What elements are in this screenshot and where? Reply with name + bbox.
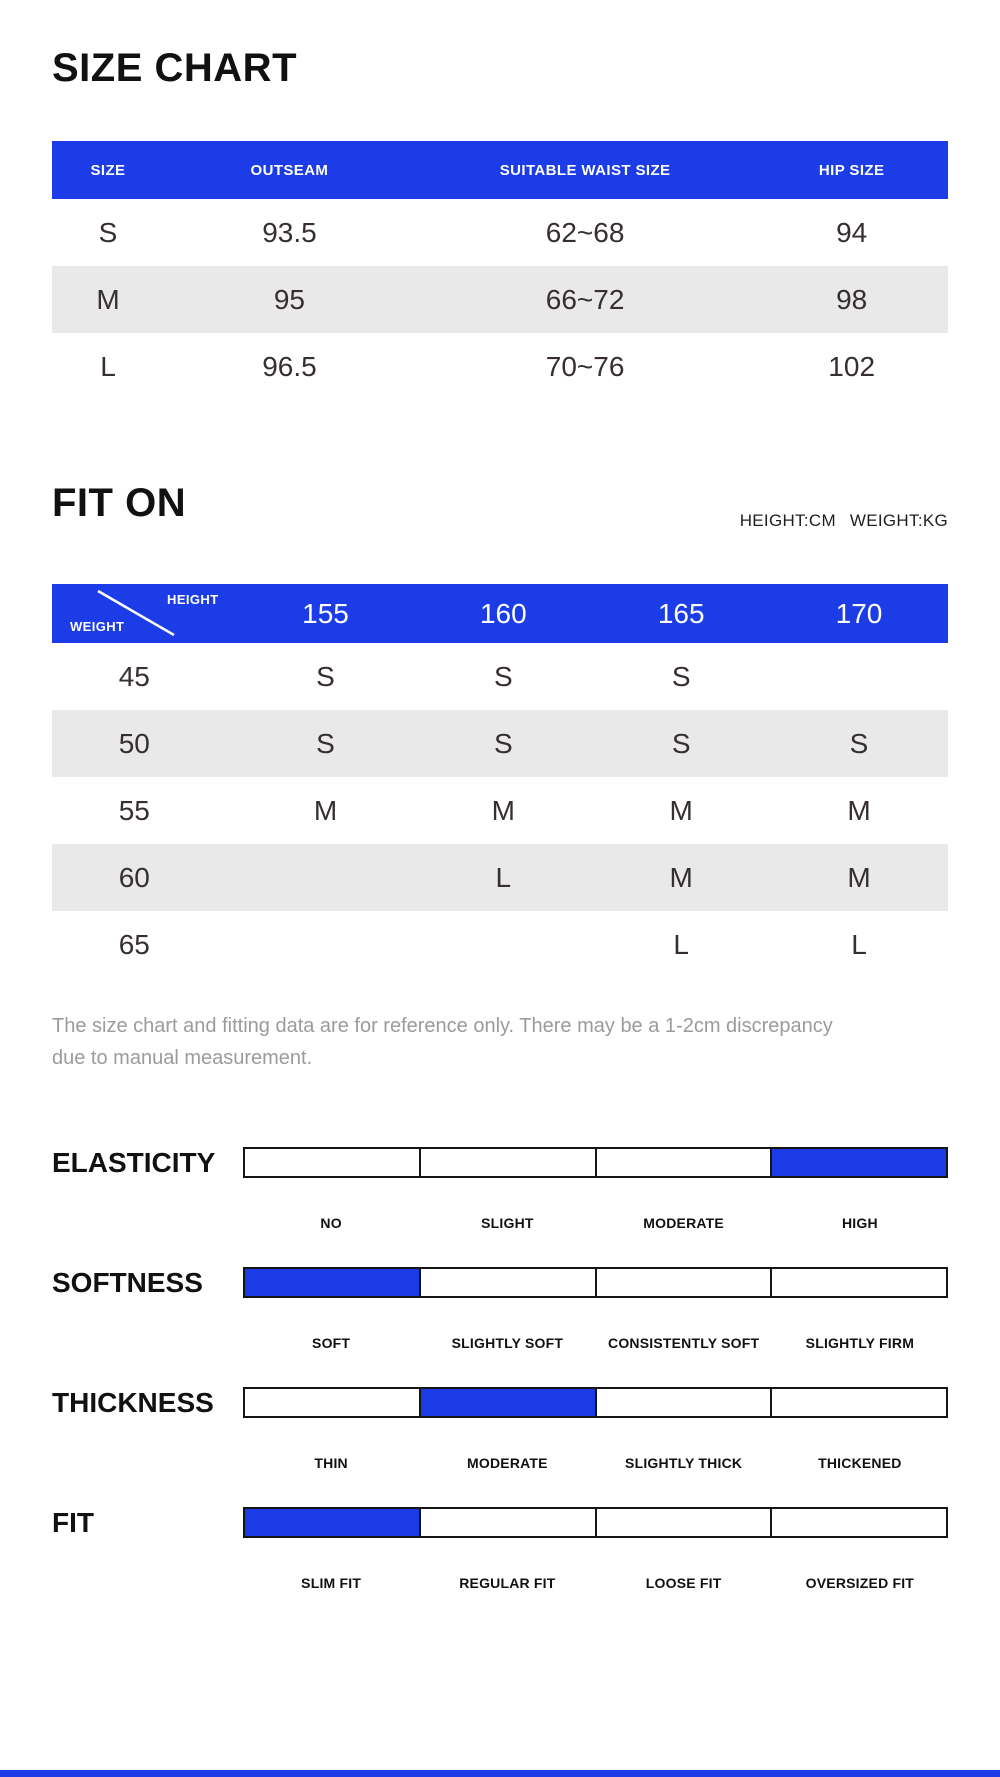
hip-cell: 98 [836,283,868,315]
rating-option-label: MODERATE [643,1215,724,1231]
column-header-size: SIZE [90,161,126,179]
rating-segment [245,1509,419,1536]
hip-cell: 102 [828,350,876,382]
rating-segment [245,1389,419,1416]
fit-table-row-50 [52,710,948,777]
waist-cell: 66~72 [545,283,625,315]
fit-table-row-45 [52,643,948,710]
size-cell: S [98,216,118,248]
fit-table-header-row [52,584,948,643]
fit-cell: M [847,794,871,826]
rating-segment [419,1269,595,1296]
rating-segment [595,1269,771,1296]
rating-option-label: HIGH [841,1215,878,1231]
fit-cell: S [316,727,335,759]
rating-bar-fit [243,1507,948,1538]
rating-option-label: MODERATE [467,1455,548,1471]
rating-option-label: THIN [314,1455,348,1471]
units-note [740,511,948,531]
rating-options-elasticity [243,1215,948,1231]
rating-option-label: SLIGHTLY FIRM [805,1335,915,1351]
rating-segment [595,1509,771,1536]
fit-cell: M [491,794,515,826]
rating-segment [770,1509,946,1536]
rating-bar-elasticity [243,1147,948,1178]
height-column-155: 155 [302,597,349,629]
fit-table-row-60 [52,844,948,911]
fit-table-row-55 [52,777,948,844]
fit-cell: S [493,727,513,759]
weight-unit-label: WEIGHT:KG [849,511,948,530]
rating-label-softness: SOFTNESS [52,1267,203,1298]
size-table-header-row [52,141,948,199]
rating-option-label: OVERSIZED FIT [805,1575,915,1591]
rating-option-label: SLIGHT [481,1215,534,1231]
rating-option-label: NO [320,1215,342,1231]
rating-option-label: CONSISTENTLY SOFT [608,1335,760,1351]
fit-table-row-65 [52,911,948,978]
rating-option-label: SLIGHTLY SOFT [451,1335,564,1351]
height-weight-corner-cell [52,584,237,643]
height-axis-label: HEIGHT [167,592,219,607]
rating-options-thickness [243,1455,948,1471]
fit-cell: M [669,794,693,826]
fit-cell: S [316,660,335,692]
rating-segment [419,1149,595,1176]
size-table-row-l [52,333,948,400]
waist-cell: 62~68 [545,216,625,248]
fit-cell: M [669,861,693,893]
rating-options-softness [243,1335,948,1351]
fit-cell: S [493,660,513,692]
rating-segment [245,1149,419,1176]
hip-cell: 94 [836,216,868,248]
size-cell: M [96,283,120,315]
outseam-cell: 95 [273,283,306,315]
weight-row-header: 55 [118,794,150,826]
rating-segment [595,1389,771,1416]
rating-option-label: LOOSE FIT [645,1575,722,1591]
weight-axis-label: WEIGHT [70,619,125,634]
bottom-accent-bar [0,1770,1000,1777]
size-table [52,141,948,400]
outseam-cell: 96.5 [262,350,317,382]
rating-option-label: THICKENED [818,1455,902,1471]
fit-cell: S [671,660,691,692]
weight-row-header: 50 [118,727,150,759]
outseam-cell: 93.5 [262,216,317,248]
fit-cell: L [673,928,689,960]
rating-options-fit [243,1575,948,1591]
rating-segment [419,1389,595,1416]
fit-on-table [52,584,948,978]
rating-option-label: SOFT [312,1335,351,1351]
fit-cell: L [851,928,867,960]
height-column-165: 165 [657,597,705,629]
rating-label-thickness: THICKNESS [52,1387,214,1418]
rating-option-label: SLIGHTLY THICK [625,1455,743,1471]
rating-segment [770,1269,946,1296]
fit-cell: M [847,861,871,893]
rating-option-label: SLIM FIT [301,1575,362,1591]
rating-bar-softness [243,1267,948,1298]
rating-segment [595,1149,771,1176]
size-table-row-s [52,199,948,266]
size-table-row-m [52,266,948,333]
height-unit-label: HEIGHT:CM [739,511,836,530]
weight-row-header: 45 [118,660,150,692]
fit-cell: L [495,861,512,893]
fit-cell: S [671,727,691,759]
fit-on-title: FIT ON [52,481,187,525]
column-header-hip: HIP SIZE [818,161,885,179]
column-header-outseam: OUTSEAM [250,161,329,179]
rating-segment [770,1389,946,1416]
size-cell: L [100,350,116,382]
rating-segment [419,1509,595,1536]
fit-cell: S [849,727,869,759]
rating-segment [770,1149,946,1176]
rating-bar-thickness [243,1387,948,1418]
height-column-170: 170 [835,597,883,629]
rating-label-fit: FIT [52,1507,94,1538]
size-chart-title: SIZE CHART [52,46,297,90]
fit-cell: M [313,794,338,826]
column-header-waist: SUITABLE WAIST SIZE [499,161,671,179]
weight-row-header: 60 [118,861,150,893]
weight-row-header: 65 [118,928,150,960]
height-column-160: 160 [479,597,527,629]
rating-segment [245,1269,419,1296]
disclaimer-text: The size chart and fitting data are for reference only. There may be a 1-2cm discrepancy due to manual measurement. [52,1015,833,1069]
rating-label-elasticity: ELASTICITY [52,1147,216,1178]
rating-option-label: REGULAR FIT [459,1575,556,1591]
waist-cell: 70~76 [545,350,625,382]
